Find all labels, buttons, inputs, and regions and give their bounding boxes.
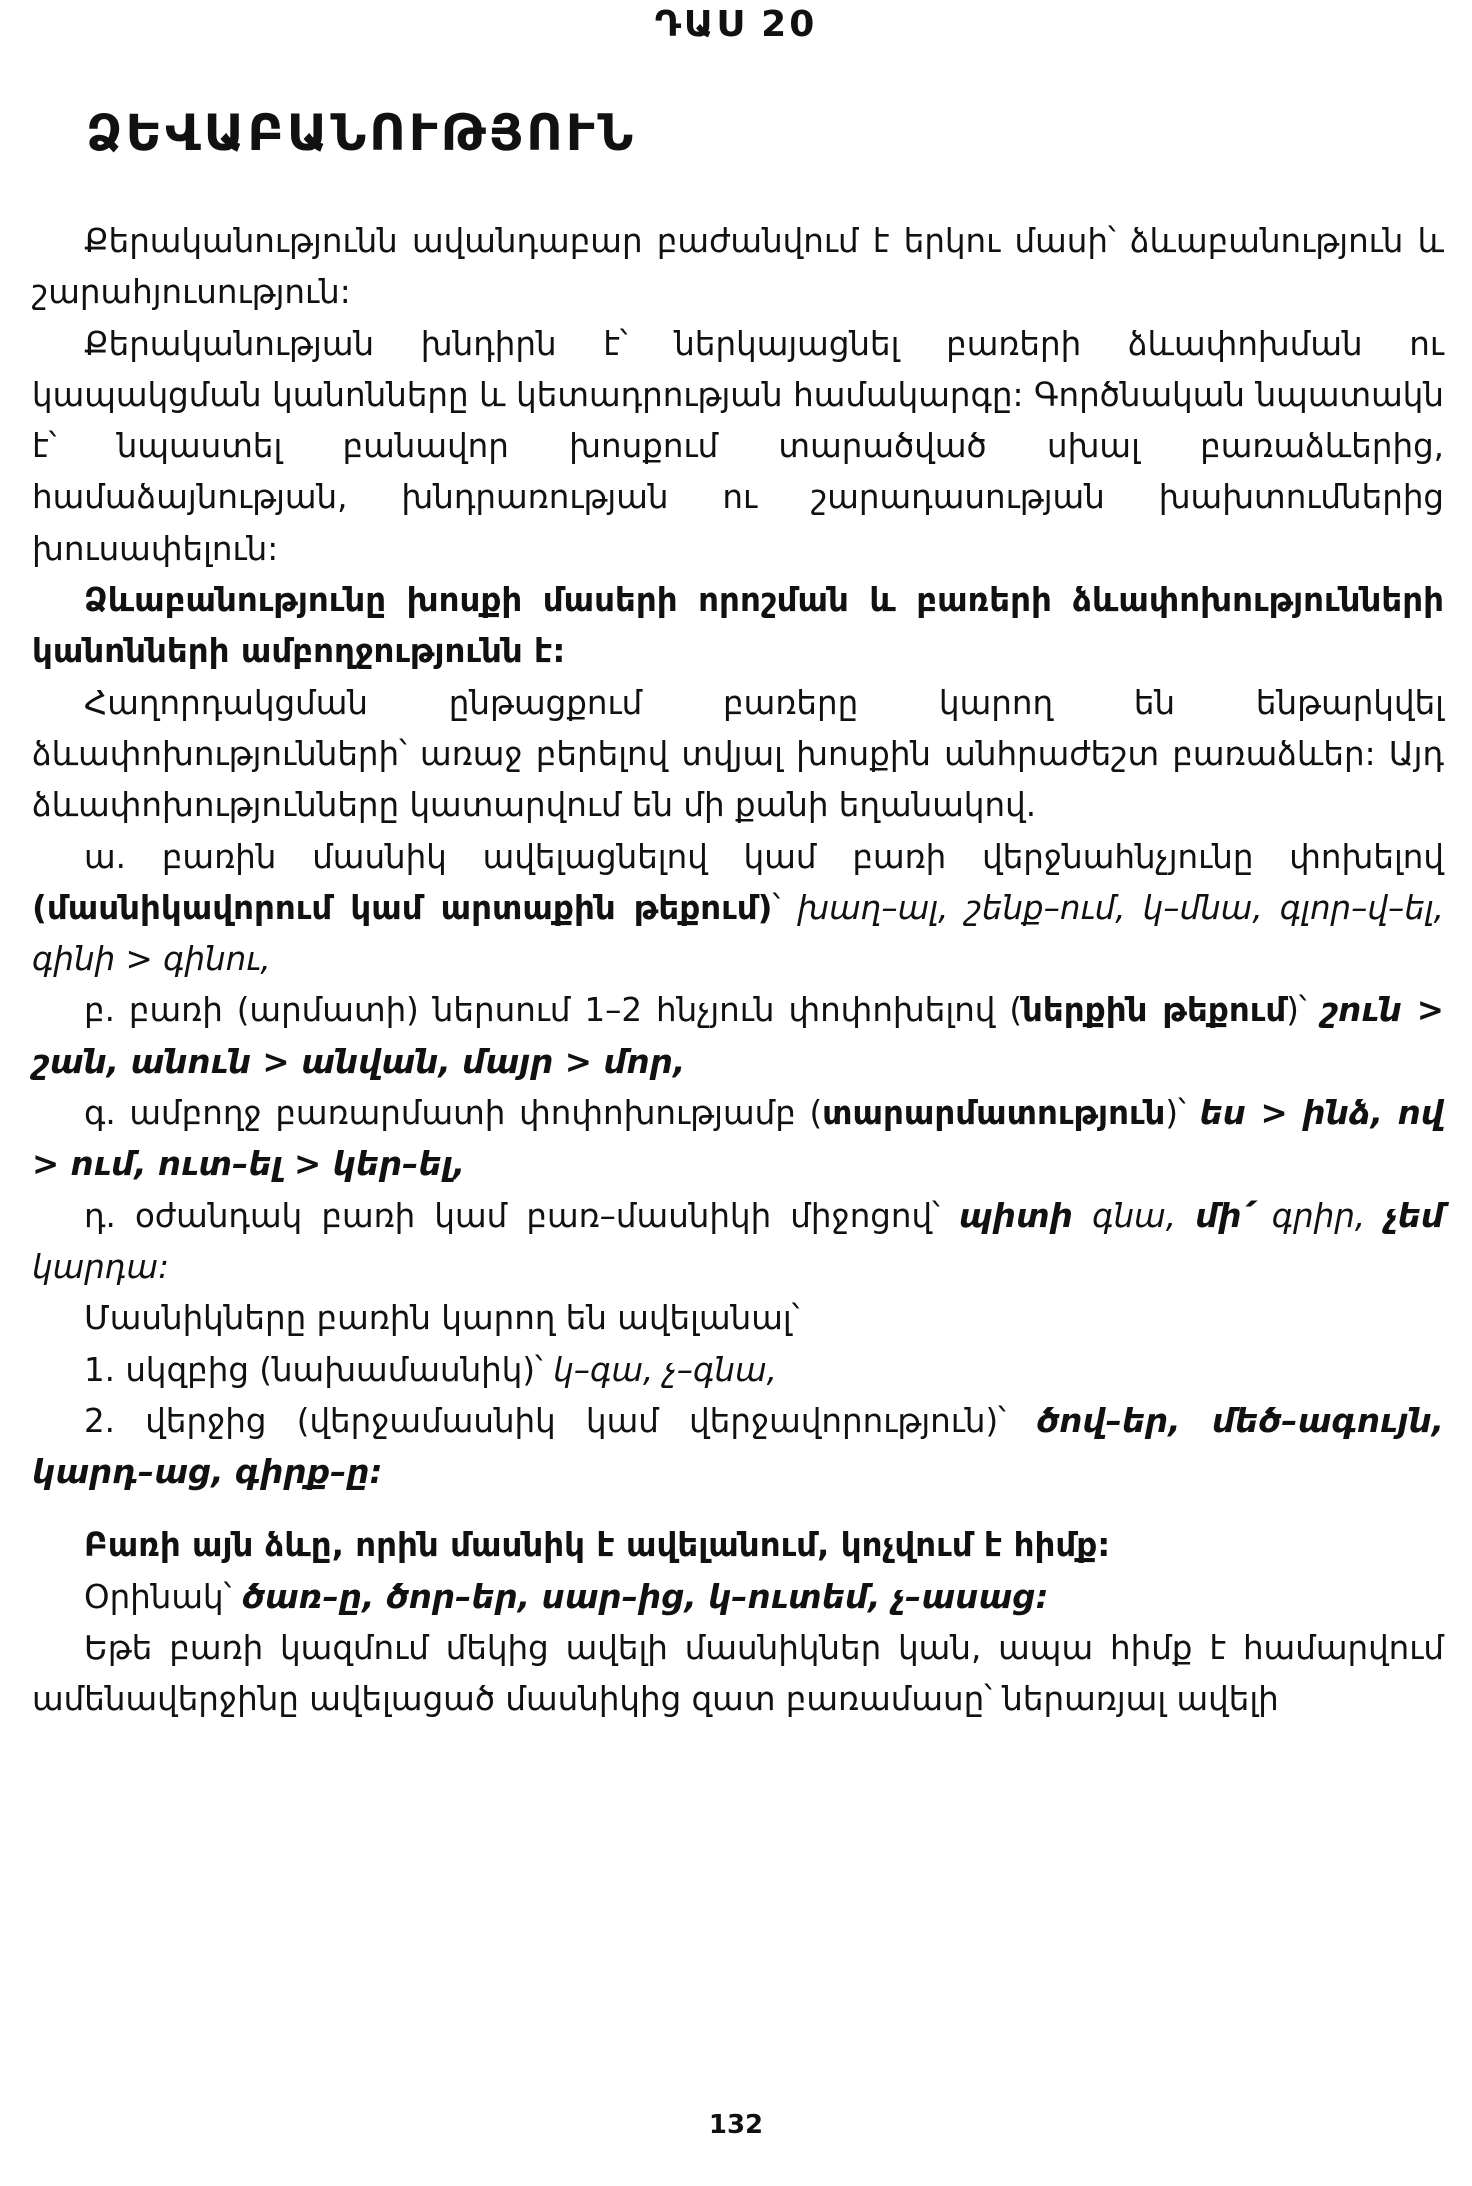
body-text — [32, 216, 1444, 1726]
page-number: 132 — [708, 2110, 764, 2140]
example-paragraph: Օրինակ՝ ծառ–ը, ծոր–եր, սար–ից, կ–ուտեմ, չ–ասաց: — [84, 1577, 1049, 1616]
examples-b: շուն > շան, անուն > անվան, մայր > մոր, — [32, 991, 1444, 1081]
lesson-header: ԴԱՍ 20 — [654, 4, 818, 45]
term-a: (մասնիկավորում կամ արտաքին թեքում) — [32, 888, 773, 927]
list-item-1: 1. սկզբից (նախամասնիկ)՝ կ–գա, չ–գնա, — [84, 1350, 778, 1389]
definition-paragraph: Ձևաբանությունը խոսքի մասերի որոշման և բառերի ձևափոխությունների կանոնների ամբողջությունն է: — [32, 581, 1444, 671]
term-b: ներքին թեքում — [1022, 991, 1287, 1030]
method-d: դ. օժանդակ բառի կամ բառ–մասնիկի միջոցով՝ պիտի գնա, մի՛ գրիր, չեմ կարդա: — [32, 1196, 1444, 1286]
list-item-2: 2. վերջից (վերջամասնիկ կամ վերջավորություն)՝ ծով–եր, մեծ–ագույն, կարդ–աց, գիրք–ը: — [32, 1401, 1445, 1492]
method-a: ա. բառին մասնիկ ավելացնելով կամ բառի վերջնահնչյունը փոխելով (մասնիկավորում կամ արտաքին թեքում)՝ խաղ–ալ, շենք–ում, կ–մնա, գլոր–վ–ել, գինի > գինու, — [32, 837, 1444, 979]
method-b: բ. բառի (արմատի) ներսում 1–2 հնչյուն փոփոխելով (ներքին թեքում)՝ շուն > շան, անուն > անվան, մայր > մոր, — [32, 991, 1444, 1081]
paragraph-14: Եթե բառի կազմում մեկից ավելի մասնիկներ կան, ապա հիմք է համարվում ամենավերջինը ավելացած մասնիկից զատ բառամասը՝ ներառյալ ավելի — [32, 1629, 1444, 1719]
examples-a: խաղ–ալ, շենք–ում, կ–մնա, գլոր–վ–ել, գինի — [32, 888, 1444, 979]
term-c: տարարմատություն — [822, 1094, 1166, 1133]
stem-definition: Բառի այն ձևը, որին մասնիկ է ավելանում, կոչվում է հիմք: — [84, 1526, 1111, 1565]
paragraph-2: Քերականության խնդիրն է՝ ներկայացնել բառերի ձևափոխման ու կապակցման կանոնները և կետադրության համակարգը: Գործնական նպատակն է՝ նպաստել բանավոր խոսքում տարածված սխալ բառաձևերից, համաձայնության, խնդրառության ու շարադասության խախտումներից խուսափելուն: — [32, 324, 1444, 568]
method-c: գ. ամբողջ բառարմատի փոփոխությամբ (տարարմատություն)՝ ես > ինձ, ով > ում, ուտ–ել > կեր–ել, — [32, 1094, 1445, 1184]
paragraph-9: Մասնիկները բառին կարող են ավելանալ՝ — [84, 1299, 800, 1338]
paragraph-4: Հաղորդակցման ընթացքում բառերը կարող են ենթարկվել ձևափոխությունների՝ առաջ բերելով տվյալ խոսքին անհրաժեշտ բառաձևեր: Այդ ձևափոխությունները կատարվում են մի քանի եղանակով. — [32, 683, 1444, 825]
examples-c: ես > ինձ, ով > ում, ուտ–ել > կեր–ել, — [32, 1094, 1445, 1184]
paragraph-1: Քերականությունն ավանդաբար բաժանվում է երկու մասի՝ ձևաբանություն և շարահյուսություն: — [32, 222, 1444, 312]
page-title: ՁԵՎԱԲԱՆՈՒԹՅՈՒՆ — [86, 104, 637, 162]
